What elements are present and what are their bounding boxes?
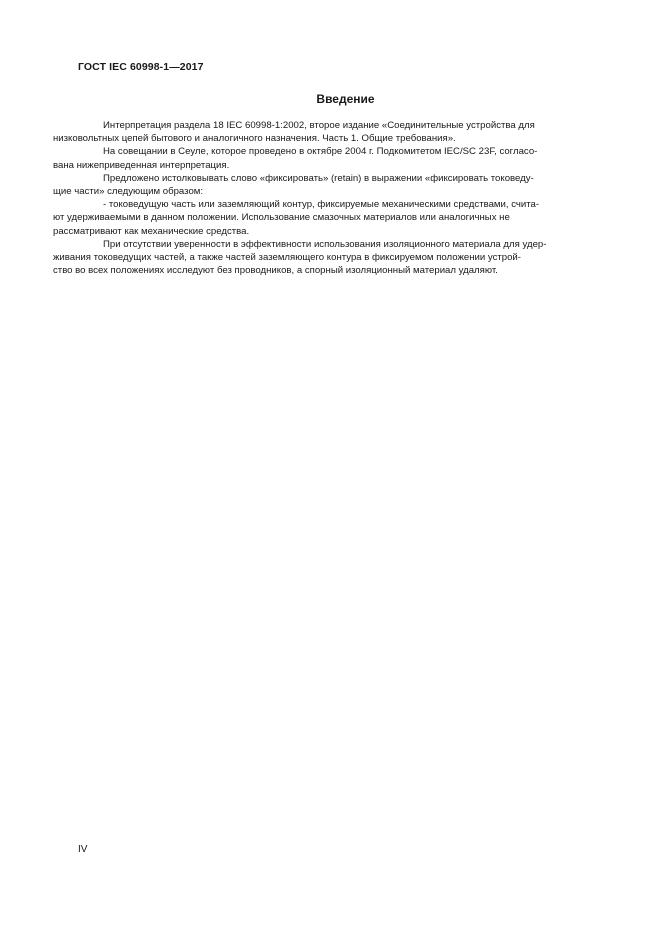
text-line: низковольтных цепей бытового и аналогичного назначения. Часть 1. Общие требования».	[53, 133, 456, 145]
body-text	[53, 119, 613, 277]
page-number: IV	[78, 844, 88, 855]
paragraph-retain-definition	[53, 172, 613, 198]
text-line: Интерпретация раздела 18 IEC 60998-1:2002, второе издание «Соединительные устройства для	[103, 120, 535, 131]
text-line: На совещании в Сеуле, которое проведено в октябре 2004 г. Подкомитетом IEC/SC 23F, согласо-	[103, 146, 538, 158]
text-line: живания токоведущих частей, а также частей заземляющего контура в фиксируемом положении устрой-	[53, 252, 521, 264]
text-line: При отсутствии уверенности в эффективности использования изоляционного материала для удер-	[103, 238, 547, 250]
text-line: ство во всех положениях исследуют без проводников, а спорный изоляционный материал удаляют.	[53, 265, 498, 277]
paragraph-insulation-material	[53, 238, 613, 278]
paragraph-seoul-meeting	[53, 145, 613, 171]
text-line: щие части» следующим образом:	[53, 186, 204, 198]
text-line: вана нижеприведенная интерпретация.	[53, 159, 230, 171]
text-line: - токоведущую часть или заземляющий контур, фиксируемые механическими средствами, счита-	[103, 199, 540, 211]
paragraph-list-item-mechanical	[53, 198, 613, 238]
document-code-header: ГОСТ IEC 60998-1—2017	[78, 61, 204, 73]
text-line: Предложено истолковывать слово «фиксировать» (retain) в выражении «фиксировать токоведу-	[103, 172, 534, 184]
text-line: ют удерживаемыми в данном положении. Использование смазочных материалов или аналогичных не	[53, 212, 510, 224]
text-line: рассматривают как механические средства.	[53, 225, 250, 237]
section-title: Введение	[316, 92, 375, 106]
paragraph-interpretation-intro	[53, 119, 613, 145]
